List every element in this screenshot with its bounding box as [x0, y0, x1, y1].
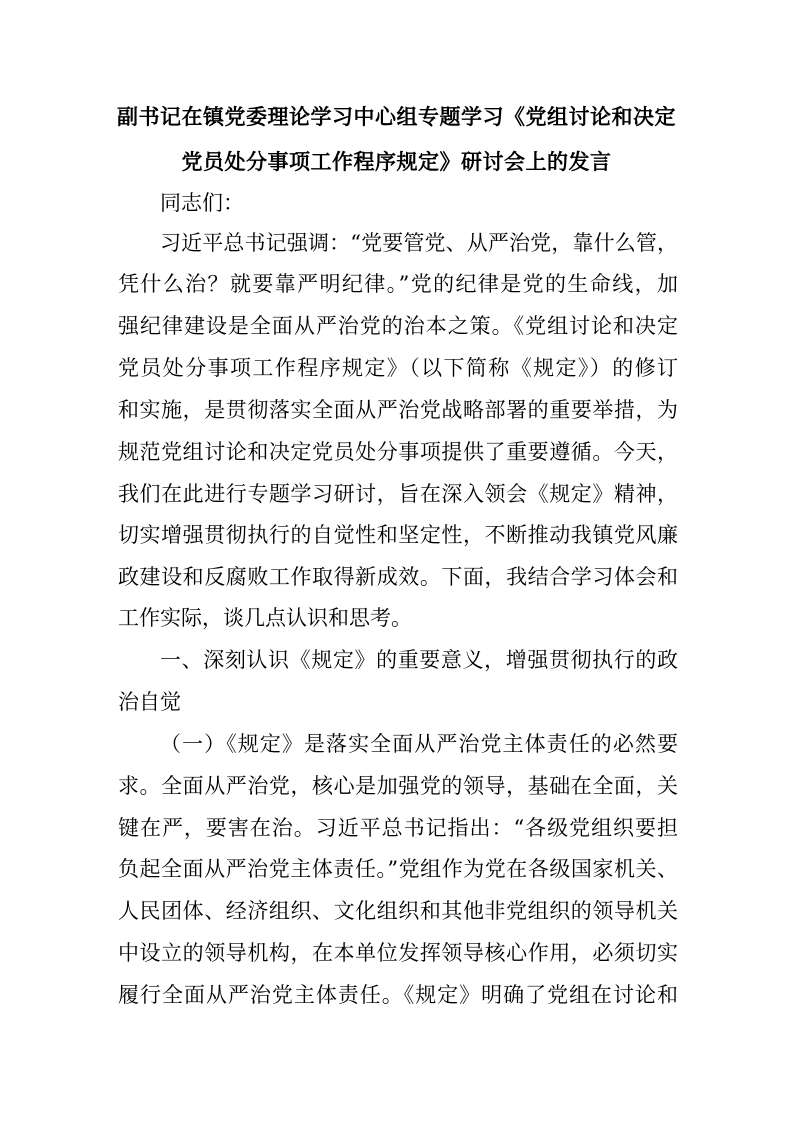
body-line: 和实施，是贯彻落实全面从严治党战略部署的重要举措，为 — [118, 398, 678, 422]
section-heading: 一、深刻认识《规定》的重要意义，增强贯彻执行的政 — [160, 648, 678, 672]
body-line: 我们在此进行专题学习研讨，旨在深入领会《规定》精神， — [118, 482, 678, 506]
body-line: 切实增强贯彻执行的自觉性和坚定性，不断推动我镇党风廉 — [118, 523, 678, 547]
body-line: 人民团体、经济组织、文化组织和其他非党组织的领导机关 — [118, 899, 678, 923]
body-line: 键在严，要害在治。习近平总书记指出：“各级党组织要担 — [118, 816, 678, 840]
body-line: 党员处分事项工作程序规定》（以下简称《规定》）的修订 — [118, 356, 678, 380]
salutation: 同志们： — [160, 191, 244, 215]
body-line: 凭什么治？就要靠严明纪律。”党的纪律是党的生命线，加 — [118, 272, 678, 296]
body-line: 习近平总书记强调：“党要管党、从严治党，靠什么管， — [160, 231, 678, 255]
section-heading-continued: 治自觉 — [118, 690, 181, 714]
body-line: 中设立的领导机构，在本单位发挥领导核心作用，必须切实 — [118, 941, 678, 965]
body-line: 强纪律建设是全面从严治党的治本之策。《党组讨论和决定 — [118, 314, 678, 338]
body-line: 工作实际，谈几点认识和思考。 — [118, 606, 412, 630]
body-line: 履行全面从严治党主体责任。《规定》明确了党组在讨论和 — [118, 983, 678, 1007]
body-line: 求。全面从严治党，核心是加强党的领导，基础在全面，关 — [118, 774, 678, 798]
document-title-line-2: 党员处分事项工作程序规定》研讨会上的发言 — [181, 149, 612, 174]
body-line: 负起全面从严治党主体责任。”党组作为党在各级国家机关、 — [118, 857, 678, 881]
subsection-line: （一）《规定》是落实全面从严治党主体责任的必然要 — [160, 732, 678, 756]
body-line: 政建设和反腐败工作取得新成效。下面，我结合学习体会和 — [118, 565, 678, 589]
body-line: 规范党组讨论和决定党员处分事项提供了重要遵循。今天， — [118, 440, 678, 464]
document-title-line-1: 副书记在镇党委理论学习中心组专题学习《党组讨论和决定 — [117, 104, 676, 129]
